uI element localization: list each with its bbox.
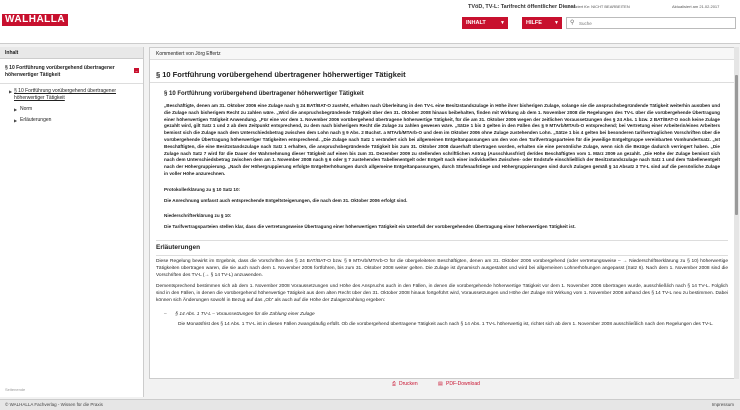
sidebar-header[interactable]: Inhalt	[0, 47, 143, 59]
erlaeuterungen-heading: Erläuterungen	[156, 240, 728, 256]
content-panel	[149, 47, 735, 379]
pdf-icon[interactable]: ▤	[438, 381, 443, 387]
document-title: TVöD, TV-L: Tarifrecht öffentlicher Dienst	[468, 4, 576, 10]
sidebar	[0, 47, 144, 397]
hilfe-label: HILFE	[526, 20, 542, 26]
walhalla-logo[interactable]: WALHALLA	[2, 14, 68, 26]
scrollbar-thumb[interactable]	[735, 75, 738, 215]
search-input[interactable]	[579, 19, 729, 28]
pdf-download-link[interactable]: PDF-Download	[446, 381, 480, 387]
indented-paragraph: Die Monatsfrist des § 14 Abs. 1 TV-L ist in diesen Fällen zwangsläufig erfüllt. Ob die vorübergehend übertragene Tätigkeit auch nach § 14 Abs. 1 TV-L höherwertig ist, richtet sich ab dem 1. November 2008 ausschließlich nach den Regelungen des TV-L.	[178, 321, 714, 327]
search-box[interactable]	[566, 17, 736, 29]
document-actions	[392, 380, 512, 389]
bullet-dash: –	[164, 311, 167, 317]
list-item-text: § 14 Abs. 1 TV-L – Voraussetzungen für die Zahlung einer Zulage	[175, 311, 315, 317]
hilfe-button[interactable]	[522, 17, 562, 29]
erlaeuterung-paragraph: Dementsprechend bestimmen sich ab dem 1. November 2008 Voraussetzungen und Höhe des Anspruchs auch in den Fällen, in denen die vorübergehende höherwertige Tätigkeit vor dem 1. November 2006 übertragen wurde, ausschließlich nach § 14 TV-L. Folglich sind in den Fällen, in denen die vorübergehend höherwertige Tätigkeit aus dem alten Recht über den 31. Oktober 2008 hinaus fortgeführt wird, Voraussetzungen und Höhe der Zulage mit Wirkung vom 1. November 2008 anhand des § 14 TV-L neu zu bestimmen. Dabei können sich Änderungen sowohl in Bezug auf das „Ob“ als auch auf die Höhe der Zulagenzahlung ergeben:	[156, 283, 728, 303]
impressum-link[interactable]: Impressum	[711, 402, 734, 407]
niederschrift-title: Niederschrifterklärung zu § 10:	[164, 213, 232, 219]
sidebar-item-paragraph-10[interactable]	[0, 88, 143, 102]
sidebar-item-label: Norm	[20, 106, 33, 112]
scrollbar[interactable]	[734, 47, 739, 379]
chevron-right-icon: ▶	[9, 89, 13, 94]
sidebar-item-label: Erläuterungen	[20, 117, 52, 123]
niederschrift-text: Die Tarifvertragsparteien stellen klar, dass die vertretungsweise Übertragung einer höherwertigen Tätigkeit ein Unterfall der vorübergehenden Übertragung einer höherwertigen Tätigkeit ist.	[164, 224, 576, 230]
updated-info: Aktualisiert am 21.02.2017	[672, 4, 720, 9]
protokoll-title: Protokollerklärung zu § 10 Satz 10:	[164, 186, 241, 192]
protokoll-text: Die Anrechnung umfasst auch entsprechende Entgeltsteigerungen, die nach dem 31. Oktober 2006 erfolgt sind.	[164, 197, 408, 203]
collapse-icon[interactable]: –	[135, 68, 138, 73]
sidebar-item-erlaeuterungen[interactable]	[0, 117, 143, 124]
section-heading: § 10 Fortführung vorübergehend übertragener höherwertiger Tätigkeit	[150, 60, 734, 83]
norm-heading: § 10 Fortführung vorübergehend übertragener höherwertiger Tätigkeit	[164, 91, 364, 97]
search-icon[interactable]: ⚲	[570, 20, 575, 26]
chevron-right-icon: ▶	[14, 118, 18, 123]
top-bar	[0, 0, 740, 44]
inhalt-label: INHALT	[466, 20, 486, 26]
list-item	[150, 306, 734, 317]
erlaeuterung-paragraph: Diese Regelung bewirkt im Ergebnis, dass die Vorschriften des § 24 BAT/BAT-O bzw. § 9 MTArb/MTArb-O für die übergeleiteten Beschäftigten, denen am 31. Oktober 2006 vorübergehend (oder vertretungsweise – → Niederschriftserklärung zu § 10) höherwertige Tätigkeiten übertragen waren, die sie auch nach dem 1. November 2006 fortführen, bis zum 31. Oktober 2008 weiter gelten. Die Zulage ist dynamisch ausgestaltet und wird bei allgemeinen Lohnerhöhungen angepasst (Satz 6). Nach dem 1. November 2008 sind die Vorschriften des TV-L (→ § 14 TV-L) anzuwenden.	[156, 258, 728, 278]
print-link[interactable]: Drucken	[399, 381, 418, 387]
chevron-down-icon: ▼	[554, 20, 559, 26]
sidebar-title-text: § 10 Fortführung vorübergehend übertragener höherwertiger Tätigkeit	[5, 65, 115, 78]
chevron-right-icon: ▶	[14, 107, 18, 112]
sidebar-title	[0, 59, 143, 84]
sidebar-item-label: § 10 Fortführung vorübergehend übertragener höherwertiger Tätigkeit	[14, 88, 117, 101]
commentary-author: Kommentiert von Jörg Effertz	[150, 48, 734, 60]
chevron-down-icon: ▼	[500, 20, 505, 26]
inhalt-button[interactable]	[462, 17, 508, 29]
copyright-text: © WALHALLA Fachverlag - Wissen für die Praxis	[5, 402, 103, 407]
status-bar	[0, 399, 740, 410]
printer-icon[interactable]: ⎙	[392, 381, 397, 387]
norm-text: „Beschäftigte, denen am 31. Oktober 2006 eine Zulage nach § 24 BAT/BAT-O zusteht, erhalten nach Überleitung in den TV-L eine Besitzstandszulage in Höhe ihrer bisherigen Zulage, solange sie die anspruchsbegründende Tätigkeit weiterhin ausüben und die Zulage nach bisherigem Recht zu zahlen wäre. „Wird die anspruchsbegründende Tätigkeit über den 31. Oktober 2008 hinaus beibehalten, finden mit Wirkung ab dem 1. November 2008 die Regelungen des TV-L über die vorübergehende Übertragung einer höherwertigen Tätigkeit Anwendung. „Für eine vor dem 1. November 2006 vorübergehend übertragene höherwertige Tätigkeit, für die am 31. Oktober 2006 wegen der zeitlichen Voraussetzungen des § 24 Abs. 1 bzw. 2 BAT/BAT-O noch keine Zulage gezahlt wird, gilt Satz 1 und 2 ab dem Zeitpunkt entsprechend, zu dem nach bisherigem Recht die Zulage zu zahlen gewesen wäre. „Sätze 1 bis 3 gelten in den Fällen des § 9 MTArb/MTArb-O entsprechend; bei Vertretung einer Arbeiterin/eines Arbeiters bemisst sich die Zulage nach dem Unterschiedsbetrag zwischen dem Lohn nach § 9 Abs. 2 Buchst. a MTArb/MTArb-O und dem im Oktober 2006 ohne Zulage zustehenden Lohn. „Sätze 1 bis 4 gelten bei besonderen tarifvertraglichen Vorschriften über die vorübergehende Übertragung höherwertiger Tätigkeiten entsprechend. „Die Zulage nach Satz 1 verändert sich bei allgemeinen Entgeltanpassungen um den von den Tarifvertragsparteien für die jeweilige Entgeltgruppe vereinbarten Vomhundertsatz. „Ist Beschäftigten, die eine Besitzstandszulage nach Satz 1 erhalten, die anspruchsbegründende Tätigkeit bis zum 31. Oktober 2008 dauerhaft übertragen worden, erhalten sie eine persönliche Zulage, wenn sich die Bezüge dadurch verringert haben. „Die Zulage nach Satz 7 wird für die Dauer der Wahrnehmung dieser Tätigkeit auf einen bis zum 31. Dezember 2009 zu stellenden schriftlichen Antrag (Ausschlussfrist) der/des Beschäftigten vom 1. März 2009 an gezahlt. „Die Höhe der Zulage bemisst sich nach dem Unterschiedsbetrag zwischen dem am 1. November 2008 nach § 6 oder § 7 zustehenden Tabellenentgelt oder Entgelt nach einer individuellen Zwischen- oder Endstufe einschließlich der Besitzstandszulage nach Satz 1 und dem Tabellenentgelt nach der Höhergruppierung. „Nach der Höhergruppierung erfolgte Entgelterhöhungen durch allgemeine Entgeltanpassungen, durch Stufenaufstiege und Höhergruppierungen sind durch Zulagen gemäß § 14 Absatz 3 TV-L sind auf die persönliche Zulage in voller Höhe anzurechnen.	[164, 103, 720, 176]
license-info: Lizenziert für: NICHT BEARBEITEN	[566, 4, 630, 9]
sidebar-footer: Seitenende	[5, 387, 26, 392]
sidebar-item-norm[interactable]	[0, 106, 143, 113]
